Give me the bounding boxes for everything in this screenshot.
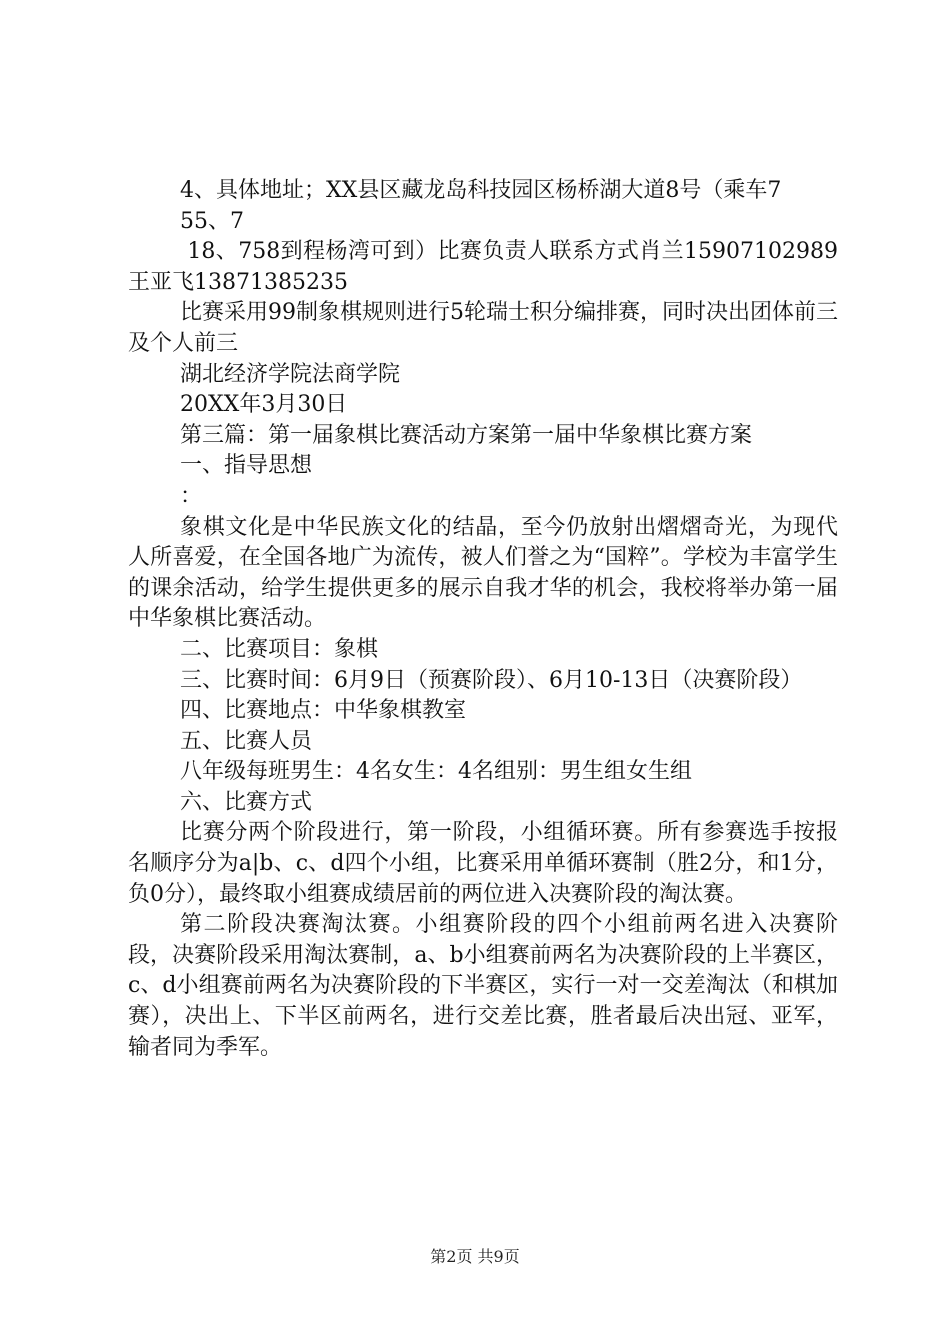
heading-competition-participants: 五、比赛人员 bbox=[180, 728, 313, 754]
paragraph-contact: 18、758到程杨湾可到）比赛负责人联系方式肖兰15907102989王亚飞13871385235 bbox=[128, 239, 838, 295]
heading-guiding-ideology: 一、指导思想 bbox=[180, 453, 313, 479]
paragraph-stage-two: 第二阶段决赛淘汰赛。小组赛阶段的四个小组前两名进入决赛阶段，决赛阶段采用淘汰赛制，a、b小组赛前两名为决赛阶段的上半赛区，c、d小组赛前两名为决赛阶段的下半赛区，实行一对一交差淘汰（和棋加赛），决出上、下半区前两名，进行交差比赛，胜者最后决出冠、亚军，输者同为季军。 bbox=[128, 912, 838, 1060]
paragraph-address: 4、具体地址；XX县区藏龙岛科技园区杨桥湖大道8号（乘车7 bbox=[180, 178, 782, 203]
heading-competition-format: 六、比赛方式 bbox=[180, 789, 313, 815]
paragraph-participant-groups: 八年级每班男生：4名女生：4名组别：男生组女生组 bbox=[180, 759, 692, 785]
paragraph-bus-route: 55、7 bbox=[180, 208, 244, 234]
paragraph-stage-one: 比赛分两个阶段进行，第一阶段，小组循环赛。所有参赛选手按报名顺序分为a|b、c、d四个小组，比赛采用单循环赛制（胜2分，和1分，负0分），最终取小组赛成绩居前的两位进入决赛阶段的淘汰赛。 bbox=[128, 820, 838, 907]
heading-competition-venue: 四、比赛地点：中华象棋教室 bbox=[180, 698, 467, 724]
page-number-footer: 第2页 共9页 bbox=[430, 1247, 520, 1266]
paragraph-colon: ： bbox=[180, 483, 203, 509]
paragraph-organizer: 湖北经济学院法商学院 bbox=[180, 361, 401, 387]
paragraph-rules: 比赛采用99制象棋规则进行5轮瑞士积分编排赛，同时决出团体前三及个人前三 bbox=[128, 300, 838, 356]
document-body bbox=[128, 176, 838, 1063]
section-title-part-three: 第三篇：第一届象棋比赛活动方案第一届中华象棋比赛方案 bbox=[180, 422, 753, 448]
heading-competition-time: 三、比赛时间：6月9日（预赛阶段）、6月10-13日（决赛阶段） bbox=[180, 667, 803, 693]
heading-competition-item: 二、比赛项目：象棋 bbox=[180, 636, 379, 662]
paragraph-chess-culture: 象棋文化是中华民族文化的结晶，至今仍放射出熠熠奇光，为现代人所喜爱，在全国各地广为流传，被人们誉之为“国粹”。学校为丰富学生的课余活动，给学生提供更多的展示自我才华的机会，我校将举办第一届中华象棋比赛活动。 bbox=[128, 514, 838, 632]
paragraph-date: 20XX年3月30日 bbox=[180, 392, 348, 418]
